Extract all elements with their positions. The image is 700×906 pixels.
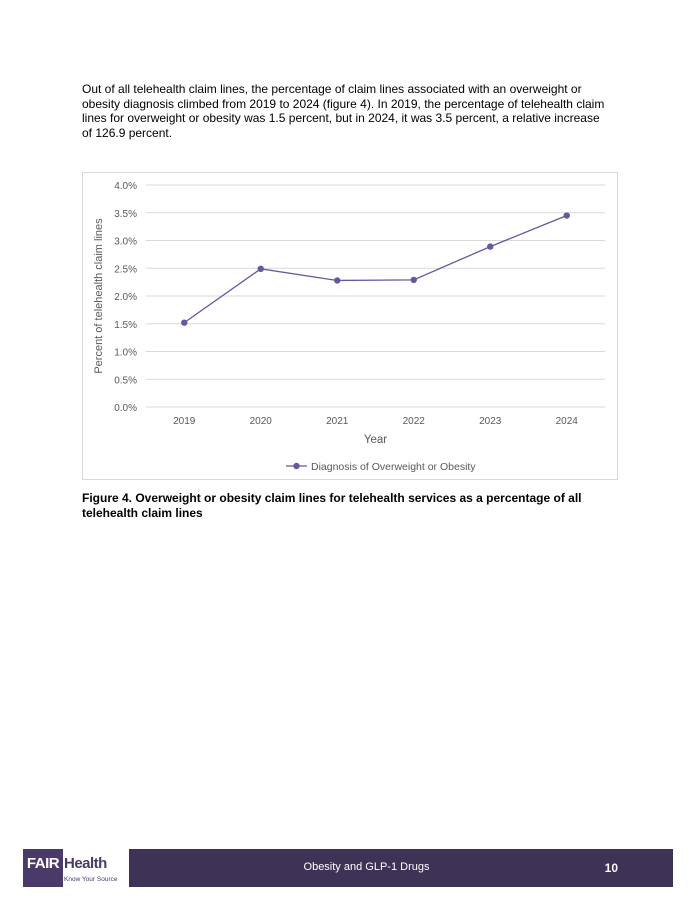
y-tick-label: 3.0% — [114, 236, 137, 248]
body-paragraph: Out of all telehealth claim lines, the percentage of claim lines associated with an overweight or obesity diagnosis climbed from 2019 to 2024 (figure 4). In 2019, the percentage of telehealth claim lines for overweight or obesity was 1.5 percent, but in 2024, it was 3.5 percent, a relative increase of 126.9 percent. — [82, 82, 605, 140]
x-tick-label: 2022 — [402, 416, 425, 427]
y-tick-label: 2.5% — [114, 264, 137, 276]
x-tick-label: 2020 — [249, 416, 272, 427]
logo-health-text: Health — [64, 855, 107, 872]
x-tick-label: 2019 — [173, 416, 196, 427]
x-tick-label: 2024 — [555, 416, 578, 427]
x-tick-label: 2021 — [326, 416, 349, 427]
y-tick-label: 0.5% — [114, 375, 137, 387]
y-tick-label: 4.0% — [114, 181, 137, 192]
data-point — [258, 266, 264, 272]
footer-bar — [129, 849, 673, 887]
y-tick-label: 3.5% — [114, 208, 137, 220]
line-chart — [82, 172, 618, 480]
logo-tagline: Know Your Source — [64, 876, 118, 883]
data-point — [334, 277, 340, 283]
footer-title: Obesity and GLP-1 Drugs — [303, 861, 430, 873]
y-tick-label: 2.0% — [114, 292, 137, 303]
y-tick-label: 1.5% — [114, 319, 137, 331]
figure-caption: Figure 4. Overweight or obesity claim lines for telehealth services as a percentage of all telehealth claim lines — [82, 491, 582, 520]
data-point — [487, 243, 493, 249]
data-point — [181, 319, 187, 325]
legend-marker — [293, 463, 299, 469]
x-axis-title: Year — [363, 434, 388, 446]
series-line — [184, 216, 567, 323]
x-tick-label: 2023 — [479, 416, 502, 427]
chart-svg — [83, 173, 619, 481]
page-number: 10 — [604, 861, 618, 875]
data-point — [411, 277, 417, 283]
legend-label: Diagnosis of Overweight or Obesity — [311, 461, 476, 473]
fair-health-logo — [23, 849, 119, 887]
y-tick-label: 1.0% — [114, 347, 137, 359]
logo-fair-block: FAIR — [23, 849, 63, 887]
data-point — [564, 212, 570, 218]
y-axis-title: Percent of telehealth claim lines — [93, 218, 105, 374]
y-tick-label: 0.0% — [114, 403, 137, 414]
